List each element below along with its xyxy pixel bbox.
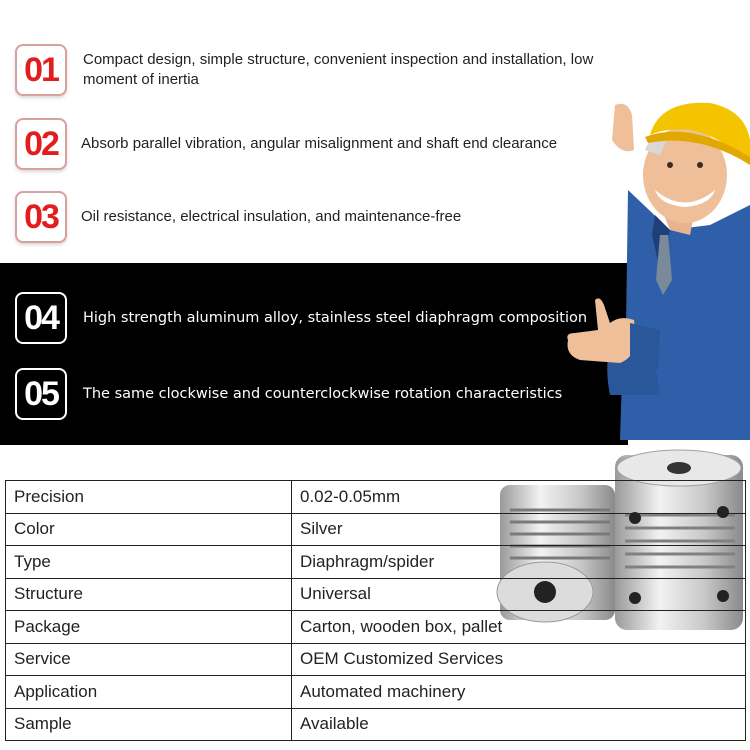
table-row bbox=[6, 578, 746, 611]
spec-label: Color bbox=[6, 513, 292, 546]
spec-value: Automated machinery bbox=[292, 676, 746, 709]
table-row bbox=[6, 546, 746, 579]
spec-value: Carton, wooden box, pallet bbox=[292, 611, 746, 644]
number-badge: 02 bbox=[15, 118, 67, 170]
worker-thumbs-up-illustration bbox=[560, 95, 750, 440]
feature-item-05 bbox=[15, 368, 603, 420]
spec-label: Service bbox=[6, 643, 292, 676]
spec-value: Universal bbox=[292, 578, 746, 611]
spec-table bbox=[5, 480, 746, 741]
table-row bbox=[6, 611, 746, 644]
spec-label: Structure bbox=[6, 578, 292, 611]
spec-value: Diaphragm/spider bbox=[292, 546, 746, 579]
feature-text: The same clockwise and counterclockwise rotation characteristics bbox=[83, 386, 563, 402]
feature-item-04 bbox=[15, 292, 603, 344]
number-badge: 03 bbox=[15, 191, 67, 243]
table-row bbox=[6, 513, 746, 546]
feature-text: High strength aluminum alloy, stainless steel diaphragm composition bbox=[83, 310, 588, 326]
feature-item-03 bbox=[15, 191, 621, 243]
spec-value: 0.02-0.05mm bbox=[292, 481, 746, 514]
number-badge: 04 bbox=[15, 292, 67, 344]
spec-value: Silver bbox=[292, 513, 746, 546]
table-row bbox=[6, 481, 746, 514]
spec-label: Sample bbox=[6, 708, 292, 741]
feature-text: Absorb parallel vibration, angular misalignment and shaft end clearance bbox=[81, 135, 558, 152]
number-badge: 01 bbox=[15, 44, 67, 96]
table-row bbox=[6, 708, 746, 741]
number-badge: 05 bbox=[15, 368, 67, 420]
spec-value: Available bbox=[292, 708, 746, 741]
spec-label: Application bbox=[6, 676, 292, 709]
feature-text: Oil resistance, electrical insulation, and maintenance-free bbox=[81, 208, 462, 225]
spec-value: OEM Customized Services bbox=[292, 643, 746, 676]
spec-label: Type bbox=[6, 546, 292, 579]
feature-text: Compact design, simple structure, convenient inspection and installation, low moment of inertia bbox=[83, 51, 594, 88]
feature-item-02 bbox=[15, 118, 621, 170]
spec-label: Precision bbox=[6, 481, 292, 514]
table-row bbox=[6, 676, 746, 709]
feature-item-01 bbox=[15, 44, 623, 96]
table-row bbox=[6, 643, 746, 676]
spec-label: Package bbox=[6, 611, 292, 644]
